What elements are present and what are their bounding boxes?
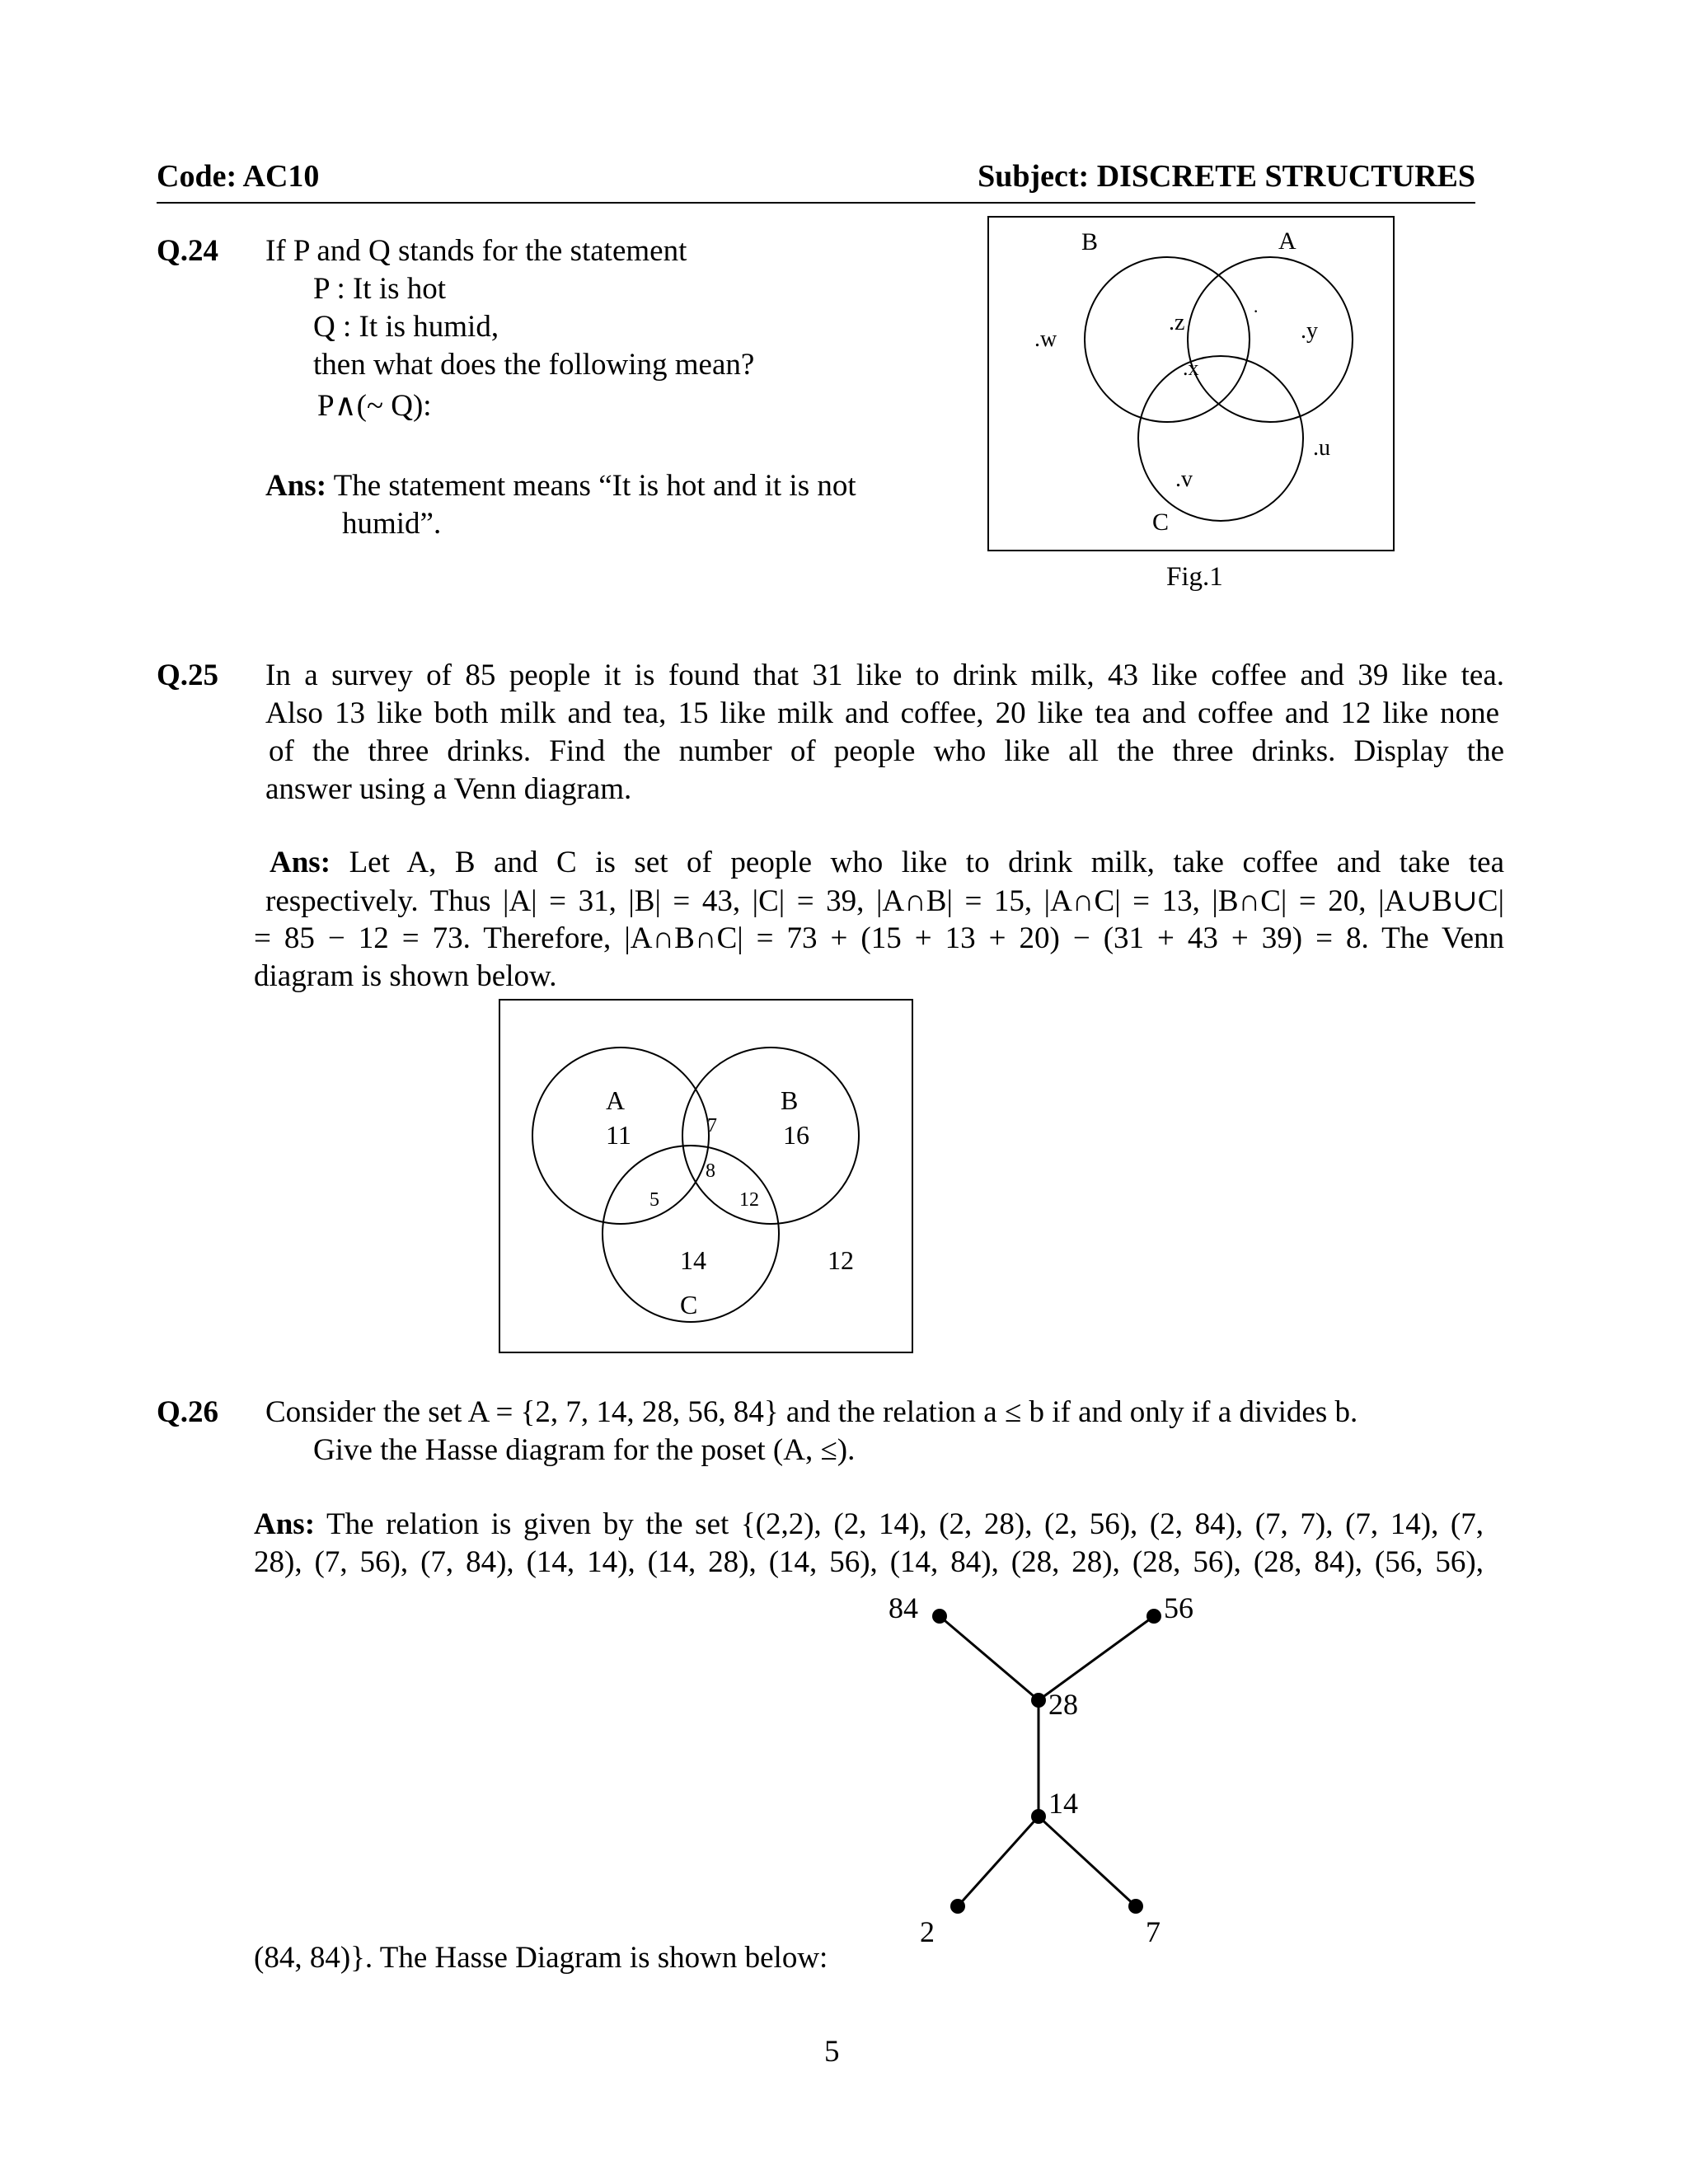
fig1-point-w: .w: [1034, 326, 1057, 352]
q25-venn-diagram: [499, 999, 919, 1357]
hasse-node-84: [932, 1609, 947, 1624]
fig1-caption: Fig.1: [1166, 562, 1223, 592]
q24-formula: P∧(~ Q):: [317, 389, 432, 423]
q24-line-1: If P and Q stands for the statement: [265, 234, 687, 268]
hasse-label-28: 28: [1048, 1688, 1078, 1721]
fig1-dot: ·: [1253, 301, 1259, 321]
q25-value-abc: 8: [706, 1160, 715, 1182]
q24-number: Q.24: [157, 234, 219, 268]
hasse-node-14: [1031, 1809, 1046, 1824]
q24-ans-text: The statement means “It is hot and it is not: [333, 469, 856, 503]
q26-answer-line-1: [254, 1507, 1484, 1542]
q24-line-2: P : It is hot: [313, 272, 447, 306]
hasse-node-7: [1128, 1899, 1143, 1914]
hasse-label-84: 84: [889, 1591, 918, 1624]
q24-answer-line-1: [265, 468, 856, 504]
fig1-label-b: B: [1081, 228, 1099, 255]
hasse-label-2: 2: [920, 1915, 935, 1948]
hasse-edge-14-2: [958, 1816, 1039, 1906]
q24-ans-label: Ans:: [265, 469, 327, 503]
q25-value-ab: 7: [707, 1115, 717, 1137]
q25-value-none: 12: [828, 1245, 854, 1275]
page-number: 5: [824, 2035, 840, 2069]
fig1-point-u: .u: [1313, 435, 1330, 461]
q25-label-a: A: [606, 1085, 626, 1115]
q25-value-ac: 5: [649, 1189, 659, 1211]
q25-value-c-only: 14: [680, 1245, 706, 1275]
q24-answer-line-2: humid”.: [342, 507, 442, 541]
hasse-label-7: 7: [1146, 1915, 1160, 1948]
fig1-label-c: C: [1152, 509, 1170, 536]
fig1-circle-b: [1085, 257, 1250, 422]
fig1-circle-c: [1138, 356, 1303, 521]
fig1-venn-diagram: [987, 216, 1400, 554]
q25-question-line-1: In a survey of 85 people it is found that 31 like to drink milk, 43 like coffee and 39 like tea.: [265, 658, 1504, 692]
fig1-point-v: .v: [1175, 466, 1193, 492]
q25-answer-line-4: diagram is shown below.: [254, 959, 557, 993]
q25-label-c: C: [680, 1290, 698, 1319]
hasse-edge-14-7: [1039, 1816, 1136, 1906]
header-code: Code: AC10: [157, 159, 320, 194]
q25-value-bc: 12: [739, 1189, 759, 1211]
q24-line-3: Q : It is humid,: [313, 310, 499, 344]
q26-question-line-1: Consider the set A = {2, 7, 14, 28, 56, 84} and the relation a ≤ b if and only if a divides b.: [265, 1395, 1358, 1429]
q24-line-4: then what does the following mean?: [313, 348, 755, 382]
q25-ans-label: Ans:: [270, 846, 331, 879]
q25-label-b: B: [781, 1085, 799, 1115]
hasse-node-28: [1031, 1693, 1046, 1708]
fig1-label-a: A: [1278, 227, 1296, 255]
hasse-node-56: [1146, 1609, 1161, 1624]
q26-hasse-diagram: [882, 1591, 1228, 1961]
q25-answer-line-2: respectively. Thus |A| = 31, |B| = 43, |C| = 39, |A∩B| = 15, |A∩C| = 13, |B∩C| = 20, |A∪B∪C|: [265, 884, 1504, 918]
q26-answer-line-3: (84, 84)}. The Hasse Diagram is shown below:: [254, 1941, 828, 1975]
q26-ans-text-1: The relation is given by the set {(2,2), (2, 14), (2, 28), (2, 56), (2, 84), (7, 7), (7, 14), (7,: [326, 1507, 1484, 1541]
hasse-node-2: [950, 1899, 965, 1914]
q25-answer-line-1: [270, 845, 1504, 880]
q25-ans-text-1: Let A, B and C is set of people who like to drink milk, take coffee and take tea: [349, 846, 1504, 879]
q25-question-line-3: of the three drinks. Find the number of people who like all the three drinks. Display the: [269, 734, 1504, 768]
q25-question-line-2: Also 13 like both milk and tea, 15 like milk and coffee, 20 like tea and coffee and 12 like none: [265, 696, 1499, 730]
q26-number: Q.26: [157, 1395, 219, 1429]
fig1-circle-a: [1188, 257, 1353, 422]
q25-value-a-only: 11: [606, 1120, 631, 1150]
q26-ans-label: Ans:: [254, 1507, 316, 1541]
q26-answer-line-2: 28), (7, 56), (7, 84), (14, 14), (14, 28), (14, 56), (14, 84), (28, 28), (28, 56), (28, 84), (56, 56),: [254, 1545, 1484, 1579]
hasse-label-56: 56: [1164, 1591, 1193, 1624]
fig1-point-y: .y: [1301, 318, 1318, 344]
q25-answer-line-3: = 85 − 12 = 73. Therefore, |A∩B∩C| = 73 + (15 + 13 + 20) − (31 + 43 + 39) = 8. The Venn: [254, 921, 1504, 955]
header-subject: Subject: DISCRETE STRUCTURES: [978, 159, 1475, 194]
header-rule: [157, 202, 1475, 204]
fig1-frame: [988, 217, 1394, 551]
hasse-label-14: 14: [1048, 1787, 1078, 1820]
q26-question-line-2: Give the Hasse diagram for the poset (A, ≤).: [313, 1433, 856, 1467]
q25-question-line-4: answer using a Venn diagram.: [265, 772, 632, 806]
q25-value-b-only: 16: [783, 1120, 809, 1150]
hasse-edge-84-28: [940, 1616, 1039, 1700]
fig1-point-z: .z: [1169, 310, 1185, 335]
q25-number: Q.25: [157, 658, 219, 692]
fig1-point-x: .x: [1183, 356, 1199, 380]
